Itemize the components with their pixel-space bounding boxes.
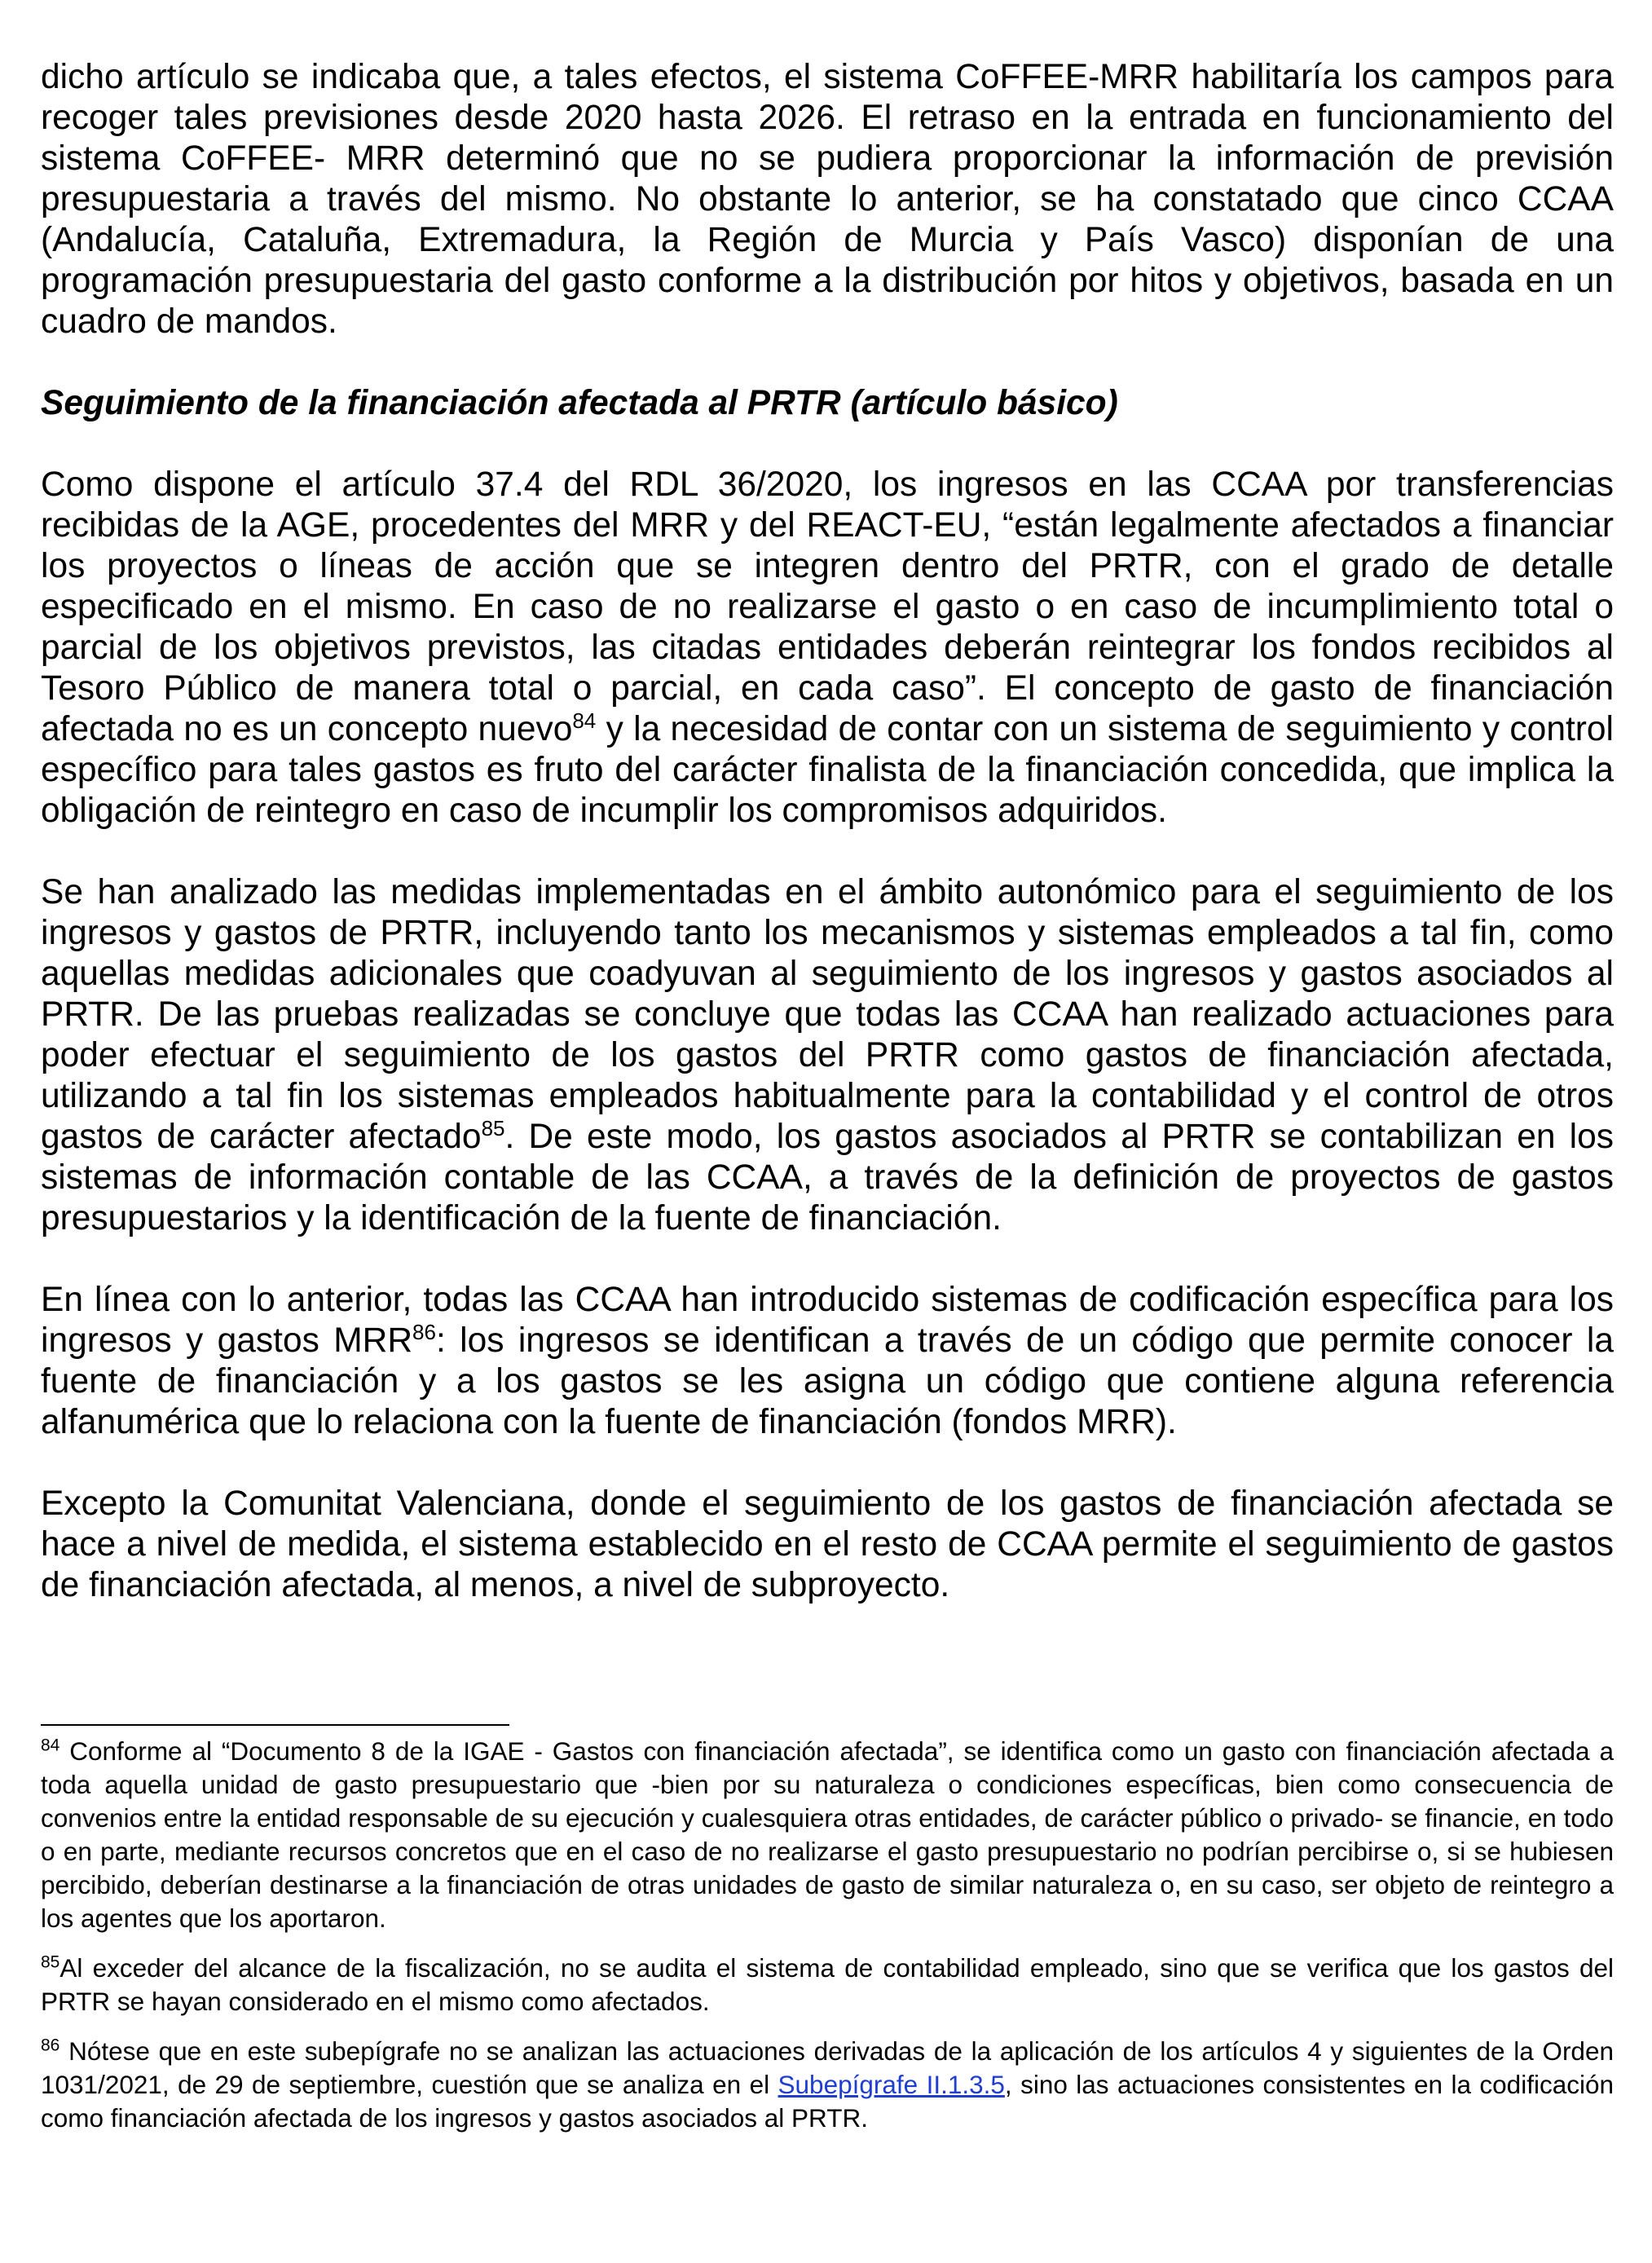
footnote-number: 84 [41,1736,60,1755]
footnote-text: Nótese que en este subepígrafe no se analizan las actuaciones derivadas de la aplicación de los artículos 4 y siguientes de la Orden 1031/2021, de 29 de septiembre, cuestión que se analiza en el [41,2036,1614,2099]
footnote-ref-85: 85 [481,1115,505,1140]
footnote-85 [41,1952,1614,2018]
paragraph-coding-systems [41,1280,1614,1443]
paragraph-text: . De este modo, los gastos asociados al PRTR se contabilizan en los sistemas de información contable de las CCAA, a través de la definición de proyectos de gastos presupuestarios y la identificación de la fuente de financiación. [41,1118,1614,1237]
paragraph-measures-analysis [41,872,1614,1239]
paragraph-text: Se han analizado las medidas implementadas en el ámbito autonómico para el seguimiento de los ingresos y gastos de PRTR, incluyendo tanto los mecanismos y sistemas empleados a tal fin, como aquellas medidas adicionales que coadyuvan al seguimiento de los ingresos y gastos asociados al PRTR. De las pruebas realizadas se concluye que todas las CCAA han realizado actuaciones para poder efectuar el seguimiento de los gastos del PRTR como gastos de financiación afectada, utilizando a tal fin los sistemas empleados habitualmente para la contabilidad y el control de otros gastos de carácter afectado [41,873,1614,1156]
paragraph-text: : los ingresos se identifican a través de un código que permite conocer la fuente de financiación y a los gastos se les asigna un código que contiene alguna referencia alfanumérica que lo relaciona con la fuente de financiación (fondos MRR). [41,1321,1614,1441]
footnote-84 [41,1735,1614,1935]
footnote-86 [41,2035,1614,2135]
footnote-text: Al exceder del alcance de la fiscalización, no se audita el sistema de contabilidad empleado, sino que se verifica que los gastos del PRTR se hayan considerado en el mismo como afectados. [41,1953,1614,2016]
paragraph-text: En línea con lo anterior, todas las CCAA han introducido sistemas de codificación específica para los ingresos y gastos MRR [41,1281,1614,1360]
paragraph-financing-concept [41,465,1614,832]
footnote-ref-86: 86 [412,1319,436,1344]
footnote-divider [41,1724,509,1726]
section-heading: Seguimiento de la financiación afectada al PRTR (artículo básico) [41,384,1118,422]
footnote-ref-84: 84 [572,708,597,733]
footnotes-section [41,1735,1614,2151]
paragraph-text: Como dispone el artículo 37.4 del RDL 36/2020, los ingresos en las CCAA por transferencias recibidas de la AGE, procedentes del MRR y del REACT-EU, “están legalmente afectados a financiar los proyectos o líneas de acción que se integren dentro del PRTR, con el grado de detalle especificado en el mismo. En caso de no realizarse el gasto o en caso de incumplimiento total o parcial de los objetivos previstos, las citadas entidades deberán reintegrar los fondos recibidos al Tesoro Público de manera total o parcial, en cada caso”. El concepto de gasto de financiación afectada no es un concepto nuevo [41,465,1614,748]
paragraph-text: y la necesidad de contar con un sistema de seguimiento y control específico para tales gastos es fruto del carácter finalista de la financiación concedida, que implica la obligación de reintegro en caso de incumplir los compromisos adquiridos. [41,710,1614,830]
footnote-number: 85 [41,1952,60,1972]
intro-paragraph: dicho artículo se indicaba que, a tales efectos, el sistema CoFFEE-MRR habilitaría los campos para recoger tales previsiones desde 2020 hasta 2026. El retraso en la entrada en funcionamiento del sistema CoFFEE- MRR determinó que no se pudiera proporcionar la información de previsión presupuestaria a través del mismo. No obstante lo anterior, se ha constatado que cinco CCAA (Andalucía, Cataluña, Extremadura, la Región de Murcia y País Vasco) disponían de una programación presupuestaria del gasto conforme a la distribución por hitos y objetivos, basada en un cuadro de mandos. [41,58,1614,341]
footnote-text: Conforme al “Documento 8 de la IGAE - Gastos con financiación afectada”, se identifica como un gasto con financiación afectada a toda aquella unidad de gasto presupuestario que -bien por su naturaleza o condiciones específicas, bien como consecuencia de convenios entre la entidad responsable de su ejecución y cualesquiera otras entidades, de carácter público o privado- se financie, en todo o en parte, mediante recursos concretos que en el caso de no realizarse el gasto presupuestario no podrían percibirse o, si se hubiesen percibido, deberían destinarse a la financiación de otras unidades de gasto de similar naturaleza o, en su caso, ser objeto de reintegro a los agentes que los aportaron. [41,1736,1614,1933]
footnote-text: , sino las actuaciones consistentes en la codificación como financiación afectada de los ingresos y gastos asociados al PRTR. [41,2070,1615,2133]
document-body [41,57,1614,1647]
footnote-number: 86 [41,2036,60,2055]
subepigrafe-link[interactable]: Subepígrafe II.1.3.5 [778,2070,1005,2099]
paragraph-valenciana-exception: Excepto la Comunitat Valenciana, donde el seguimiento de los gastos de financiación afectada se hace a nivel de medida, el sistema establecido en el resto de CCAA permite el seguimiento de gastos de financiación afectada, al menos, a nivel de subproyecto. [41,1484,1614,1604]
